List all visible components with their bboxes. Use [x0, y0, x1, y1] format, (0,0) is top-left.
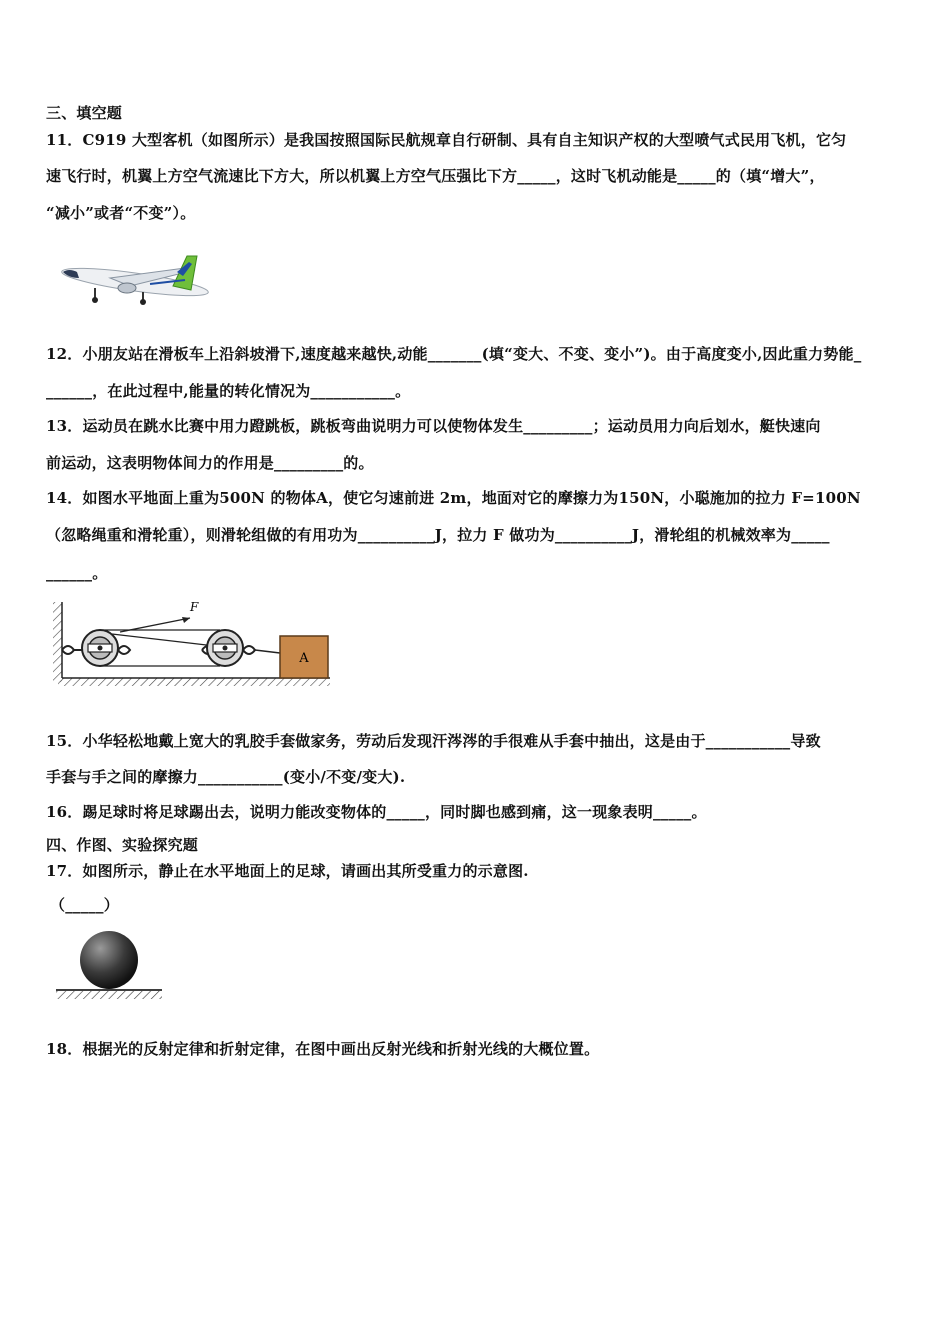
q18-line-1: 18．根据光的反射定律和折射定律，在图中画出反射光线和折射光线的大概位置。	[46, 1040, 600, 1058]
q16-line-1: 16．踢足球时将足球踢出去，说明力能改变物体的_____，同时脚也感到痛，这一现象表明_____。	[46, 803, 707, 821]
q11-line-3: “减小”或者“不变”）。	[46, 204, 196, 222]
q12-line-1: 12．小朋友站在滑板车上沿斜坡滑下,速度越来越快,动能_______(填“变大、不变、变小”)。由于高度变小,因此重力势能_	[46, 345, 862, 363]
section-3-title: 三、填空题	[46, 104, 123, 122]
rope-to-block	[255, 650, 280, 653]
airplane-wheel-main	[140, 299, 146, 305]
pulley-system-figure	[50, 598, 335, 690]
wall-hook	[62, 646, 74, 654]
ground-hatch-2	[56, 991, 162, 999]
football-figure	[52, 928, 167, 1006]
force-arrow-head	[182, 617, 190, 623]
q13-line-2: 前运动，这表明物体间力的作用是_________的。	[46, 454, 374, 472]
q12-line-2: ______，在此过程中,能量的转化情况为___________。	[46, 382, 411, 400]
q15-line-2: 手套与手之间的摩擦力___________(变小/不变/变大).	[46, 768, 406, 786]
q14-line-2: （忽略绳重和滑轮重），则滑轮组做的有用功为__________J，拉力 F 做功为__________J，滑轮组的机械效率为_____	[46, 526, 830, 544]
rope-middle	[112, 634, 215, 646]
q13-line-1: 13．运动员在跳水比赛中用力蹬跳板，跳板弯曲说明力可以使物体发生_________；运动员用力向后划水，艇快速向	[46, 417, 821, 435]
q14-line-1: 14．如图水平地面上重为500N 的物体A，使它匀速前进 2m，地面对它的摩擦力为150N，小聪施加的拉力 F=100N	[46, 489, 861, 507]
airplane-wheel-front	[92, 297, 98, 303]
airplane-figure	[55, 250, 215, 305]
q17-line-1: 17．如图所示，静止在水平地面上的足球，请画出其所受重力的示意图.	[46, 862, 529, 880]
force-label: F	[190, 600, 199, 614]
q17-answer-blank: （_____）	[50, 896, 119, 914]
left-pulley-hook	[118, 646, 130, 654]
right-pulley-axle	[223, 646, 228, 651]
wall-hatch	[53, 602, 62, 682]
left-pulley-axle	[98, 646, 103, 651]
section-4-title: 四、作图、实验探究题	[46, 836, 199, 854]
football	[80, 931, 138, 989]
airplane-engine	[118, 283, 136, 293]
q11-line-2: 速飞行时，机翼上方空气流速比下方大，所以机翼上方空气压强比下方_____，这时飞机动能是_____的（填“增大”，	[46, 167, 825, 185]
q15-line-1: 15．小华轻松地戴上宽大的乳胶手套做家务，劳动后发现汗涔涔的手很难从手套中抽出，这是由于___________导致	[46, 732, 821, 750]
right-pulley-hook-right	[243, 646, 255, 654]
q14-line-3: ______。	[46, 564, 108, 582]
q11-line-1: 11．C919 大型客机（如图所示）是我国按照国际民航规章自行研制、具有自主知识产权的大型喷气式民用飞机，它匀	[46, 131, 847, 149]
block-a-label: A	[299, 651, 309, 666]
ground-hatch	[58, 678, 330, 686]
